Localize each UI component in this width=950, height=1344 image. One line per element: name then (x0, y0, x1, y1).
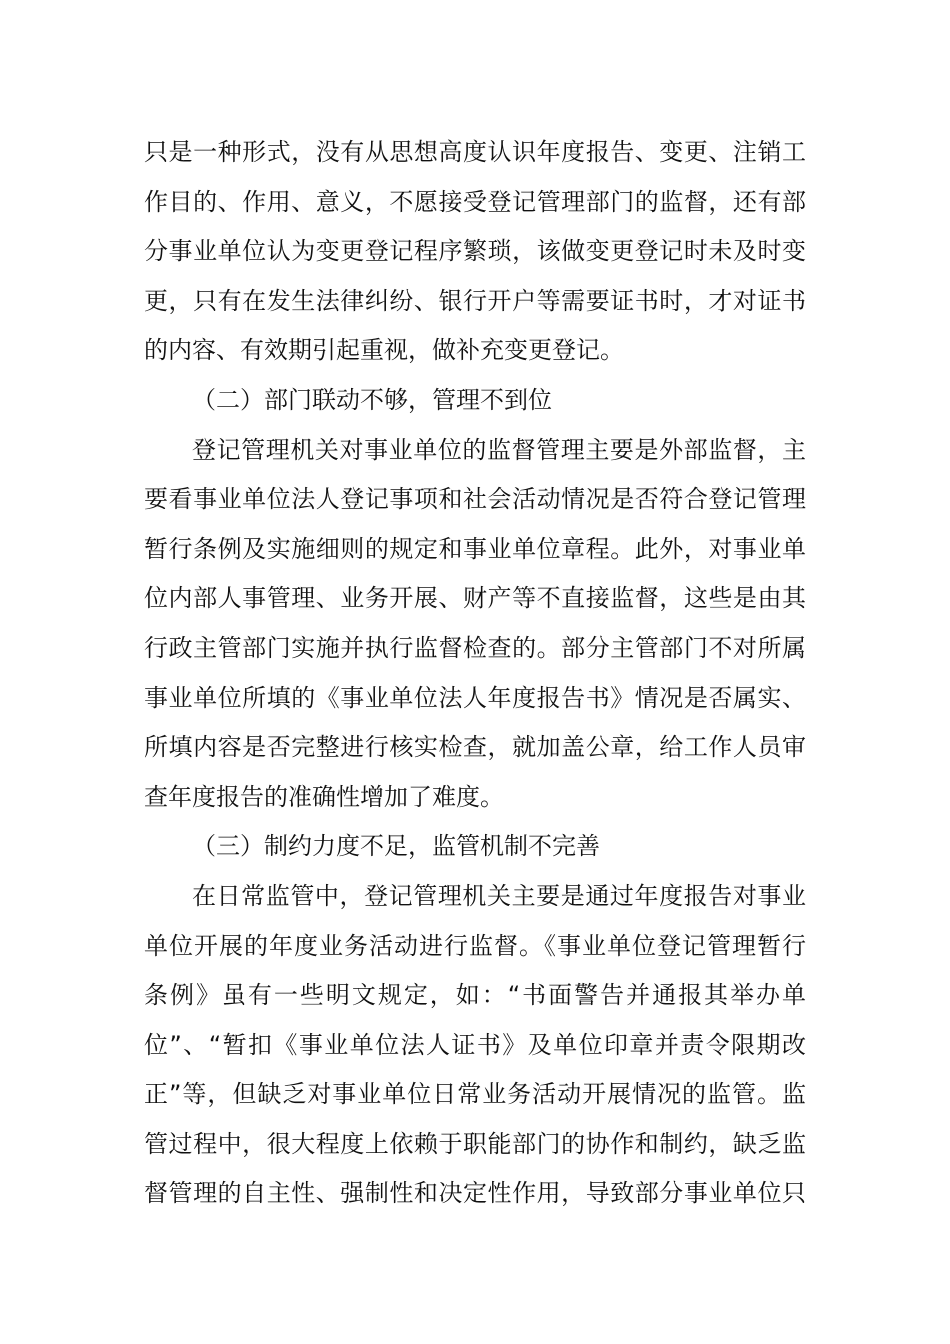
text-line: 要看事业单位法人登记事项和社会活动情况是否符合登记管理 (144, 485, 806, 514)
text-line: 查年度报告的准确性增加了难度。 (144, 782, 504, 811)
text-line: 作目的、作用、意义，不愿接受登记管理部门的监督，还有部 (144, 187, 806, 216)
text-line: 督管理的自主性、强制性和决定性作用，导致部分事业单位只 (144, 1179, 806, 1208)
text-line: 位内部人事管理、业务开展、财产等不直接监督，这些是由其 (144, 584, 806, 613)
text-line: 行政主管部门实施并执行监督检查的。部分主管部门不对所属 (144, 633, 806, 662)
body-text (144, 128, 806, 1219)
text-line: 暂行条例及实施细则的规定和事业单位章程。此外，对事业单 (144, 534, 806, 563)
text-line: 更，只有在发生法律纠纷、银行开户等需要证书时，才对证书 (144, 286, 806, 315)
text-line: 在日常监管中，登记管理机关主要是通过年度报告对事业 (192, 881, 806, 910)
text-line: 所填内容是否完整进行核实检查，就加盖公章，给工作人员审 (144, 733, 806, 762)
text-line: 单位开展的年度业务活动进行监督。《事业单位登记管理暂行 (144, 931, 806, 960)
section-heading: （三）制约力度不足，监管机制不完善 (192, 832, 600, 861)
text-line: 条例》虽有一些明文规定，如：“书面警告并通报其举办单 (144, 981, 806, 1010)
text-line: 事业单位所填的《事业单位法人年度报告书》情况是否属实、 (144, 683, 806, 712)
text-line: 管过程中，很大程度上依赖于职能部门的协作和制约，缺乏监 (144, 1129, 806, 1158)
text-line: 位”、“暂扣《事业单位法人证书》及单位印章并责令限期改 (144, 1030, 806, 1059)
text-line: 分事业单位认为变更登记程序繁琐，该做变更登记时未及时变 (144, 237, 806, 266)
section-heading: （二）部门联动不够，管理不到位 (192, 385, 552, 414)
text-line: 的内容、有效期引起重视，做补充变更登记。 (144, 336, 624, 365)
text-line: 正”等，但缺乏对事业单位日常业务活动开展情况的监管。监 (144, 1080, 806, 1109)
text-line: 只是一种形式，没有从思想高度认识年度报告、变更、注销工 (144, 138, 806, 166)
text-line: 登记管理机关对事业单位的监督管理主要是外部监督，主 (192, 435, 806, 464)
